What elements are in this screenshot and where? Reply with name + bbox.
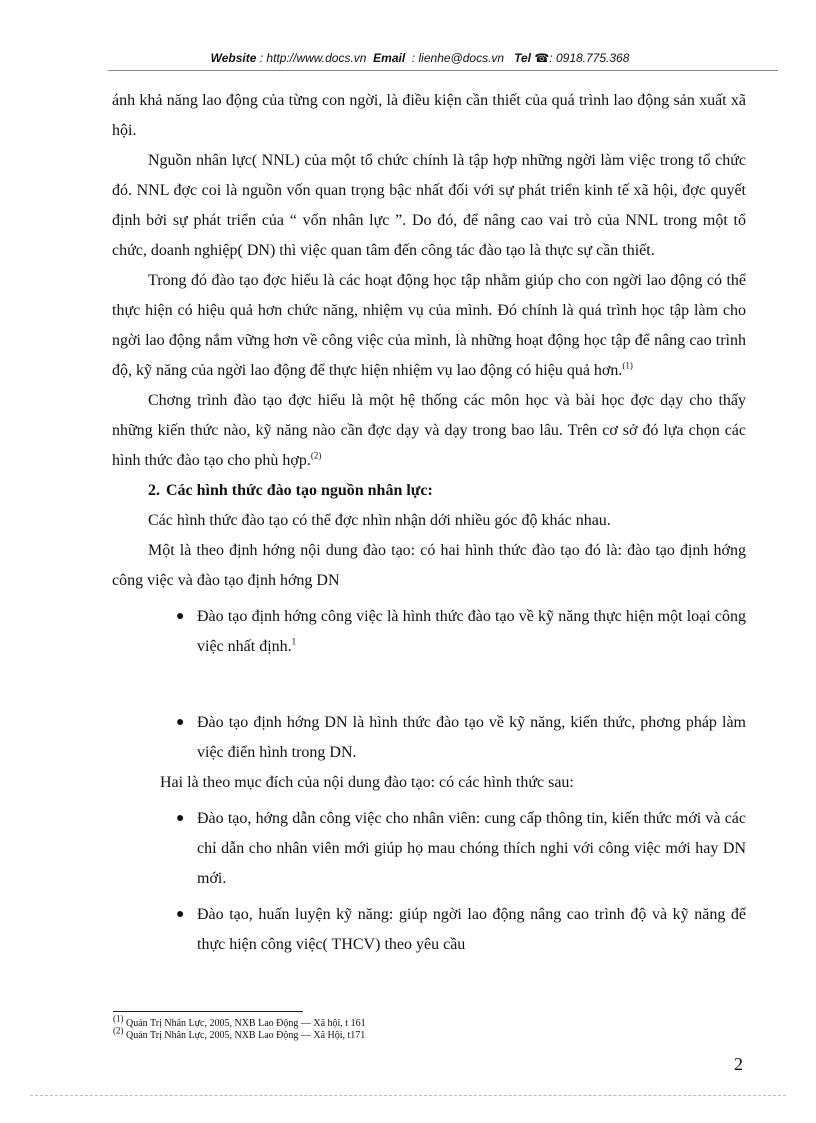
bullet-icon: ● — [176, 907, 185, 922]
list-item — [112, 804, 746, 894]
bullet-icon: ● — [176, 811, 185, 826]
paragraph-1: ánh khả năng lao động của từng con ngời, là điều kiện cần thiết của quá trình lao động sản xuất xã hội. — [112, 92, 746, 139]
footnote-ref-bullet: 1 — [291, 636, 297, 647]
email-value[interactable]: : lienhe@docs.vn — [411, 51, 505, 65]
email-label: Email — [373, 51, 406, 65]
bullet-2-text: Đào tạo định hớng DN là hình thức đào tạo về kỹ năng, kiến thức, phơng pháp làm việc điển hình trong DN. — [197, 714, 746, 761]
footnotes — [113, 1013, 713, 1042]
phone-icon: ☎ — [534, 51, 550, 65]
footnote-ref-1: (1) — [622, 360, 633, 371]
paragraph-4-text: Chơng trình đào tạo đợc hiểu là một hệ thống các môn học và bài học đợc dạy cho thấy những kiến thức nào, kỹ năng nào cần đợc dạy và dạy trong bao lâu. Trên cơ sở đó lựa chọn các hình thức đào tạo cho phù hợp. — [112, 392, 746, 469]
footnote-1-text: Quản Trị Nhân Lực, 2005, NXB Lao Động — Xã hội, t 161 — [123, 1018, 366, 1029]
page-bottom-divider — [30, 1095, 786, 1096]
section-title: Các hình thức đào tạo nguồn nhân lực: — [166, 482, 433, 499]
website-value[interactable]: : http://www.docs.vn — [259, 51, 367, 65]
header-divider — [108, 70, 778, 71]
paragraph-5: Các hình thức đào tạo có thể đợc nhìn nhận dới nhiều góc độ khác nhau. — [148, 512, 611, 529]
tel-value: : 0918.775.368 — [549, 51, 630, 65]
footnote-ref-2: (2) — [310, 450, 322, 461]
footnote-2-text: Quản Trị Nhân Lực, 2005, NXB Lao Động — Xã Hội, t171 — [123, 1030, 366, 1041]
paragraph-6: Một là theo định hớng nội dung đào tạo: có hai hình thức đào tạo đó là: đào tạo định hớng công việc và đào tạo định hớng DN — [112, 542, 746, 589]
page-header — [60, 51, 780, 65]
footnote-divider — [113, 1011, 303, 1012]
bullet-4-text: Đào tạo, huấn luyện kỹ năng: giúp ngời lao động nâng cao trình độ và kỹ năng để thực hiện công việc( THCV) theo yêu cầu — [197, 906, 746, 953]
bullet-3-text: Đào tạo, hớng dẫn công việc cho nhân viên: cung cấp thông tin, kiến thức mới và các chỉ dẫn cho nhân viên mới giúp họ mau chóng thích nghi với công việc mới hay DN mới. — [197, 810, 746, 887]
list-item — [112, 900, 746, 960]
paragraph-4 — [112, 386, 746, 476]
tel-label: Tel — [514, 51, 531, 65]
footnote-1-mark: (1) — [113, 1013, 124, 1024]
paragraph-3-text: Trong đó đào tạo đợc hiểu là các hoạt động học tập nhằm giúp cho con ngời lao động có thể thực hiện có hiệu quả hơn chức năng, nhiệm vụ của mình. Đó chính là quá trình học tập làm cho ngời lao động nắm vững hơn về công việc của mình, là những hoạt động học tập để nâng cao trình độ, kỹ năng của ngời lao động để thực hiện nhiệm vụ lao động có hiệu quả hơn. — [112, 272, 746, 379]
bullet-1-text: Đào tạo định hớng công việc là hình thức đào tạo về kỹ năng thực hiện một loại công việc nhất định. — [197, 608, 746, 655]
document-body — [112, 86, 746, 960]
footnote-2 — [113, 1025, 713, 1042]
footnote-1 — [113, 1013, 713, 1030]
page-number: 2 — [734, 1054, 743, 1074]
footnote-2-mark: (2) — [113, 1025, 124, 1036]
section-number: 2. — [148, 482, 160, 499]
paragraph-3 — [112, 266, 746, 386]
section-heading — [112, 476, 746, 506]
list-item — [112, 602, 746, 662]
list-item — [112, 708, 746, 768]
paragraph-7: Hai là theo mục đích của nội dung đào tạo: có các hình thức sau: — [160, 774, 574, 791]
bullet-icon: ● — [176, 715, 185, 730]
paragraph-2: Nguồn nhân lực( NNL) của một tổ chức chính là tập hợp những ngời làm việc trong tổ chức đó. NNL đợc coi là nguồn vốn quan trọng bậc nhất đối với sự phát triển kinh tế xã hội, đợc quyết định bởi sự phát triển của “ vốn nhân lực ”. Do đó, để nâng cao vai trò của NNL trong một tổ chức, doanh nghiệp( DN) thì việc quan tâm đến công tác đào tạo là thực sự cần thiết. — [112, 152, 746, 259]
bullet-icon: ● — [176, 609, 185, 624]
website-label: Website — [210, 51, 257, 65]
